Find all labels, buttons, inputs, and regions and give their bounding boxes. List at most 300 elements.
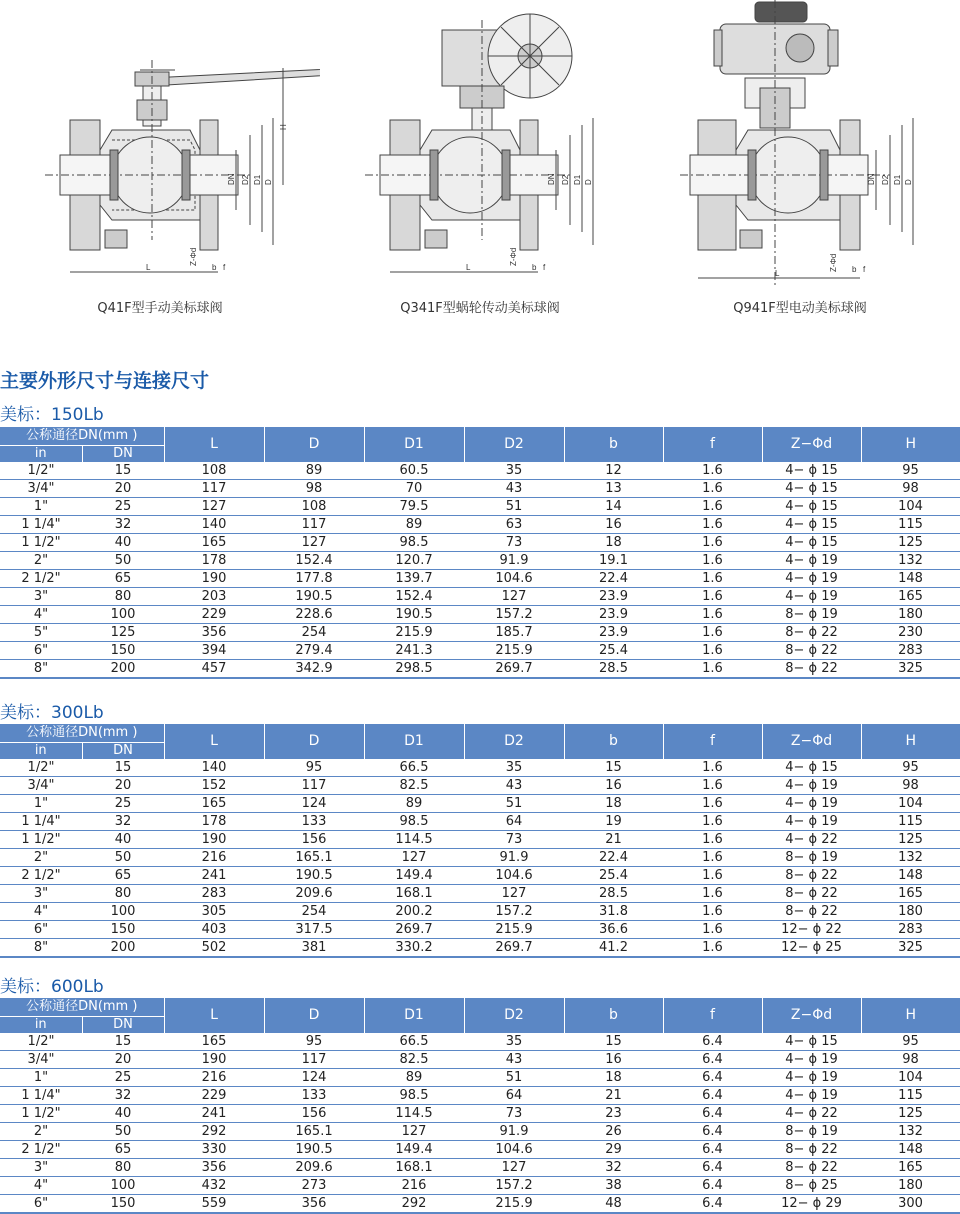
header-nominal-diameter: 公称通径DN(mm ) [0, 724, 164, 743]
cell-l: 432 [201, 1178, 227, 1193]
cell-f: 1.6 [702, 481, 723, 496]
cell-size-in: 2" [33, 1124, 49, 1139]
cell-f: 1.6 [702, 868, 723, 883]
cell-f: 1.6 [702, 589, 723, 604]
cell-l: 190 [201, 571, 227, 586]
cell-b: 23.9 [599, 607, 628, 622]
cell-b: 15 [605, 760, 622, 775]
label-b: b [532, 263, 537, 272]
label-d2: D2 [881, 174, 890, 185]
cell-z-phi-d: 4− ϕ 19 [785, 778, 838, 793]
cell-h: 132 [898, 850, 923, 865]
cell-size-in: 1 1/4" [21, 517, 61, 532]
cell-z-phi-d: 8− ϕ 19 [785, 607, 838, 622]
table-row [0, 939, 960, 958]
label-f: f [223, 263, 226, 272]
cell-h: 125 [898, 535, 923, 550]
table-row [0, 849, 960, 867]
cell-z-phi-d: 4− ϕ 15 [785, 463, 838, 478]
cell-z-phi-d: 4− ϕ 19 [785, 814, 838, 829]
cell-d1: 70 [405, 481, 423, 496]
cell-d1: 168.1 [395, 886, 433, 901]
header-h: H [861, 998, 960, 1033]
label-d1: D1 [893, 174, 902, 185]
header-in: in [0, 446, 82, 463]
cell-size-in: 3" [33, 589, 49, 604]
cell-dn: 40 [114, 535, 132, 550]
cell-size-in: 2" [33, 850, 49, 865]
cell-d: 228.6 [295, 607, 333, 622]
cell-dn: 100 [110, 607, 136, 622]
cell-d1: 79.5 [399, 499, 429, 514]
cell-h: 115 [898, 814, 923, 829]
cell-d: 98 [305, 481, 323, 496]
cell-dn: 50 [114, 850, 132, 865]
cell-b: 23 [605, 1106, 622, 1121]
cell-l: 229 [201, 1088, 227, 1103]
cell-z-phi-d: 8− ϕ 22 [785, 868, 838, 883]
cell-d2: 35 [505, 760, 523, 775]
cell-d1: 66.5 [399, 1034, 429, 1049]
cell-d2: 104.6 [495, 571, 533, 586]
header-nominal-diameter: 公称通径DN(mm ) [0, 427, 164, 446]
cell-l: 403 [201, 922, 227, 937]
table-title-150lb: 美标：150Lb [0, 405, 104, 425]
cell-f: 1.6 [702, 832, 723, 847]
cell-b: 12 [605, 463, 622, 478]
cell-dn: 15 [114, 760, 132, 775]
cell-d2: 91.9 [499, 850, 529, 865]
cell-d2: 51 [505, 1070, 523, 1085]
cell-d1: 200.2 [395, 904, 433, 919]
cell-d2: 269.7 [495, 661, 533, 676]
cell-d: 156 [301, 832, 327, 847]
cell-l: 330 [201, 1142, 227, 1157]
table-row [0, 813, 960, 831]
cell-size-in: 1/2" [27, 463, 55, 478]
cell-d2: 185.7 [495, 625, 533, 640]
figure-gear-valve [320, 0, 640, 330]
header-l: L [164, 427, 264, 462]
header-b: b [564, 724, 663, 759]
label-dn: DN [867, 173, 876, 185]
cell-size-in: 1 1/4" [21, 814, 61, 829]
cell-d: 117 [301, 1052, 327, 1067]
table-row [0, 1069, 960, 1087]
cell-size-in: 2 1/2" [21, 868, 61, 883]
header-d1: D1 [364, 998, 464, 1033]
cell-d: 117 [301, 778, 327, 793]
cell-f: 1.6 [702, 571, 723, 586]
cell-size-in: 8" [33, 940, 49, 955]
cell-dn: 65 [114, 571, 132, 586]
label-d2: D2 [241, 174, 250, 185]
figure-caption: Q941F型电动美标球阀 [733, 301, 867, 316]
cell-h: 325 [898, 940, 923, 955]
cell-b: 25.4 [599, 868, 628, 883]
header-z-phi-d: Z−Φd [762, 998, 861, 1033]
cell-dn: 65 [114, 868, 132, 883]
table-title-600lb: 美标：600Lb [0, 977, 104, 997]
cell-dn: 80 [114, 1160, 132, 1175]
cell-b: 41.2 [599, 940, 628, 955]
header-f: f [663, 724, 762, 759]
cell-d1: 149.4 [395, 868, 433, 883]
cell-size-in: 1" [33, 1070, 49, 1085]
cell-size-in: 1/2" [27, 1034, 55, 1049]
cell-d1: 168.1 [395, 1160, 433, 1175]
label-zd: Z-Φd [829, 253, 838, 272]
cell-b: 25.4 [599, 643, 628, 658]
label-d1: D1 [573, 174, 582, 185]
cell-dn: 32 [114, 814, 132, 829]
cell-l: 152 [201, 778, 227, 793]
cell-d1: 298.5 [395, 661, 433, 676]
cell-z-phi-d: 4− ϕ 15 [785, 535, 838, 550]
cell-z-phi-d: 8− ϕ 22 [785, 886, 838, 901]
cell-dn: 25 [114, 1070, 132, 1085]
cell-d1: 98.5 [399, 535, 429, 550]
cell-f: 1.6 [702, 778, 723, 793]
cell-size-in: 4" [33, 904, 49, 919]
cell-d2: 127 [501, 589, 527, 604]
cell-d1: 98.5 [399, 1088, 429, 1103]
label-d: D [264, 179, 273, 185]
cell-d: 317.5 [295, 922, 333, 937]
cell-d1: 269.7 [395, 922, 433, 937]
cell-b: 21 [605, 832, 622, 847]
cell-l: 108 [201, 463, 227, 478]
table-row [0, 1159, 960, 1177]
cell-h: 148 [898, 1142, 923, 1157]
cell-l: 178 [201, 553, 227, 568]
cell-size-in: 1" [33, 796, 49, 811]
header-d: D [264, 724, 364, 759]
cell-dn: 20 [114, 1052, 132, 1067]
cell-h: 180 [898, 607, 923, 622]
cell-l: 216 [201, 1070, 227, 1085]
label-f: f [863, 265, 866, 274]
cell-z-phi-d: 8− ϕ 22 [785, 1142, 838, 1157]
cell-z-phi-d: 8− ϕ 19 [785, 850, 838, 865]
cell-l: 283 [201, 886, 227, 901]
label-f: f [543, 263, 546, 272]
cell-h: 98 [902, 481, 919, 496]
cell-d2: 215.9 [495, 1196, 533, 1211]
cell-d2: 63 [505, 517, 523, 532]
cell-dn: 150 [110, 643, 136, 658]
cell-dn: 150 [110, 1196, 136, 1211]
cell-f: 1.6 [702, 922, 723, 937]
cell-d2: 157.2 [495, 1178, 533, 1193]
label-l: L [146, 263, 151, 272]
cell-d2: 157.2 [495, 904, 533, 919]
cell-d2: 43 [505, 481, 523, 496]
cell-b: 31.8 [599, 904, 628, 919]
cell-f: 6.4 [702, 1142, 723, 1157]
cell-h: 148 [898, 868, 923, 883]
cell-d1: 152.4 [395, 589, 433, 604]
cell-z-phi-d: 4− ϕ 19 [785, 571, 838, 586]
cell-f: 1.6 [702, 661, 723, 676]
cell-d: 190.5 [295, 589, 333, 604]
cell-d1: 120.7 [395, 553, 433, 568]
cell-size-in: 1 1/2" [21, 535, 61, 550]
cell-d2: 35 [505, 463, 523, 478]
cell-h: 132 [898, 553, 923, 568]
header-h: H [861, 427, 960, 462]
cell-l: 190 [201, 832, 227, 847]
cell-f: 1.6 [702, 643, 723, 658]
cell-dn: 40 [114, 1106, 132, 1121]
cell-b: 48 [605, 1196, 622, 1211]
valve-drawings [0, 0, 960, 330]
header-b: b [564, 998, 663, 1033]
table-row [0, 921, 960, 939]
cell-dn: 50 [114, 553, 132, 568]
cell-b: 22.4 [599, 850, 628, 865]
electric-valve-drawing [640, 0, 960, 290]
cell-l: 216 [201, 850, 227, 865]
header-d: D [264, 427, 364, 462]
cell-l: 229 [201, 607, 227, 622]
cell-h: 283 [898, 643, 923, 658]
header-in: in [0, 1017, 82, 1034]
cell-b: 18 [605, 535, 622, 550]
header-f: f [663, 998, 762, 1033]
cell-d2: 157.2 [495, 607, 533, 622]
cell-d2: 215.9 [495, 922, 533, 937]
cell-l: 165 [201, 535, 227, 550]
cell-h: 104 [898, 1070, 923, 1085]
cell-h: 283 [898, 922, 923, 937]
cell-size-in: 1 1/2" [21, 832, 61, 847]
cell-f: 6.4 [702, 1196, 723, 1211]
cell-dn: 25 [114, 796, 132, 811]
label-h: H [279, 124, 288, 130]
table-row [0, 480, 960, 498]
table-row [0, 1087, 960, 1105]
cell-d: 117 [301, 517, 327, 532]
table-row [0, 1195, 960, 1214]
cell-f: 6.4 [702, 1034, 723, 1049]
header-l: L [164, 724, 264, 759]
cell-size-in: 4" [33, 607, 49, 622]
cell-d1: 215.9 [395, 625, 433, 640]
cell-dn: 50 [114, 1124, 132, 1139]
table-row [0, 795, 960, 813]
cell-b: 29 [605, 1142, 622, 1157]
header-nominal-diameter: 公称通径DN(mm ) [0, 998, 164, 1017]
cell-d2: 91.9 [499, 1124, 529, 1139]
cell-dn: 80 [114, 886, 132, 901]
cell-h: 95 [902, 463, 919, 478]
cell-l: 117 [201, 481, 227, 496]
cell-d: 177.8 [295, 571, 333, 586]
cell-f: 1.6 [702, 886, 723, 901]
cell-f: 6.4 [702, 1178, 723, 1193]
table-row [0, 660, 960, 679]
cell-z-phi-d: 8− ϕ 25 [785, 1178, 838, 1193]
table-row [0, 831, 960, 849]
cell-size-in: 1 1/4" [21, 1088, 61, 1103]
cell-z-phi-d: 4− ϕ 19 [785, 589, 838, 604]
header-d: D [264, 998, 364, 1033]
header-l: L [164, 998, 264, 1033]
table-row [0, 552, 960, 570]
header-z-phi-d: Z−Φd [762, 724, 861, 759]
cell-d1: 139.7 [395, 571, 433, 586]
cell-h: 95 [902, 1034, 919, 1049]
table-row [0, 1051, 960, 1069]
main-title: 主要外形尺寸与连接尺寸 [0, 370, 210, 392]
cell-d: 279.4 [295, 643, 333, 658]
table-row [0, 903, 960, 921]
spec-table-150lb [0, 427, 960, 679]
table-row [0, 1123, 960, 1141]
header-dn: DN [82, 446, 164, 463]
cell-size-in: 3" [33, 886, 49, 901]
cell-d2: 104.6 [495, 868, 533, 883]
table-row [0, 1105, 960, 1123]
cell-d: 95 [305, 760, 323, 775]
cell-d2: 51 [505, 499, 523, 514]
cell-l: 292 [201, 1124, 227, 1139]
lever-valve-drawing [0, 0, 320, 290]
table-row [0, 498, 960, 516]
cell-size-in: 2 1/2" [21, 571, 61, 586]
label-dn: DN [547, 173, 556, 185]
cell-d1: 149.4 [395, 1142, 433, 1157]
cell-d: 133 [301, 1088, 327, 1103]
cell-b: 26 [605, 1124, 622, 1139]
header-dn: DN [82, 1017, 164, 1034]
cell-d2: 51 [505, 796, 523, 811]
header-in: in [0, 743, 82, 760]
cell-dn: 15 [114, 463, 132, 478]
cell-z-phi-d: 4− ϕ 19 [785, 553, 838, 568]
cell-l: 241 [201, 1106, 227, 1121]
cell-l: 559 [201, 1196, 227, 1211]
spec-table-300lb [0, 724, 960, 958]
table-row [0, 1177, 960, 1195]
cell-d: 95 [305, 1034, 323, 1049]
header-d1: D1 [364, 427, 464, 462]
cell-d2: 127 [501, 1160, 527, 1175]
table-row [0, 588, 960, 606]
label-l: L [775, 269, 780, 278]
cell-f: 1.6 [702, 760, 723, 775]
spec-table-600lb [0, 998, 960, 1214]
cell-h: 148 [898, 571, 923, 586]
cell-dn: 20 [114, 481, 132, 496]
header-f: f [663, 427, 762, 462]
cell-d2: 64 [505, 814, 523, 829]
cell-d1: 127 [401, 850, 427, 865]
cell-z-phi-d: 8− ϕ 22 [785, 904, 838, 919]
cell-size-in: 3/4" [27, 1052, 55, 1067]
cell-d1: 66.5 [399, 760, 429, 775]
cell-l: 305 [201, 904, 227, 919]
cell-d: 273 [301, 1178, 327, 1193]
cell-dn: 15 [114, 1034, 132, 1049]
cell-d2: 43 [505, 778, 523, 793]
cell-f: 1.6 [702, 814, 723, 829]
label-zd: Z-Φd [509, 247, 518, 266]
cell-d: 108 [301, 499, 327, 514]
cell-f: 1.6 [702, 553, 723, 568]
cell-size-in: 1" [33, 499, 49, 514]
cell-b: 15 [605, 1034, 622, 1049]
cell-h: 95 [902, 760, 919, 775]
cell-z-phi-d: 8− ϕ 22 [785, 625, 838, 640]
cell-d1: 60.5 [399, 463, 429, 478]
cell-d1: 114.5 [395, 1106, 433, 1121]
cell-b: 19 [605, 814, 622, 829]
cell-dn: 100 [110, 1178, 136, 1193]
figure-caption: Q341F型蜗轮传动美标球阀 [400, 301, 560, 316]
cell-l: 457 [201, 661, 227, 676]
cell-b: 16 [605, 517, 622, 532]
cell-f: 1.6 [702, 904, 723, 919]
cell-d: 127 [301, 535, 327, 550]
cell-z-phi-d: 4− ϕ 19 [785, 1052, 838, 1067]
cell-l: 356 [201, 1160, 227, 1175]
cell-d: 190.5 [295, 1142, 333, 1157]
cell-size-in: 6" [33, 643, 49, 658]
cell-h: 104 [898, 796, 923, 811]
label-l: L [466, 263, 471, 272]
cell-size-in: 4" [33, 1178, 49, 1193]
cell-dn: 150 [110, 922, 136, 937]
cell-f: 1.6 [702, 940, 723, 955]
cell-h: 165 [898, 1160, 923, 1175]
table-row [0, 462, 960, 480]
cell-d2: 73 [505, 535, 523, 550]
cell-l: 394 [201, 643, 227, 658]
cell-d: 156 [301, 1106, 327, 1121]
cell-h: 300 [898, 1196, 923, 1211]
cell-h: 180 [898, 904, 923, 919]
cell-d1: 330.2 [395, 940, 433, 955]
header-d2: D2 [464, 427, 564, 462]
table-row [0, 885, 960, 903]
table-row [0, 777, 960, 795]
header-d2: D2 [464, 998, 564, 1033]
cell-l: 140 [201, 517, 227, 532]
cell-b: 23.9 [599, 589, 628, 604]
cell-b: 14 [605, 499, 622, 514]
cell-z-phi-d: 4− ϕ 15 [785, 481, 838, 496]
header-d1: D1 [364, 724, 464, 759]
table-row [0, 759, 960, 777]
cell-l: 165 [201, 796, 227, 811]
cell-dn: 200 [110, 940, 136, 955]
cell-d2: 35 [505, 1034, 523, 1049]
table-row [0, 570, 960, 588]
cell-l: 178 [201, 814, 227, 829]
cell-z-phi-d: 4− ϕ 19 [785, 1088, 838, 1103]
table-row [0, 606, 960, 624]
cell-l: 140 [201, 760, 227, 775]
cell-d1: 292 [401, 1196, 427, 1211]
cell-b: 38 [605, 1178, 622, 1193]
cell-z-phi-d: 4− ϕ 19 [785, 796, 838, 811]
gear-valve-drawing [320, 0, 640, 290]
table-row [0, 516, 960, 534]
cell-d: 133 [301, 814, 327, 829]
cell-h: 104 [898, 499, 923, 514]
